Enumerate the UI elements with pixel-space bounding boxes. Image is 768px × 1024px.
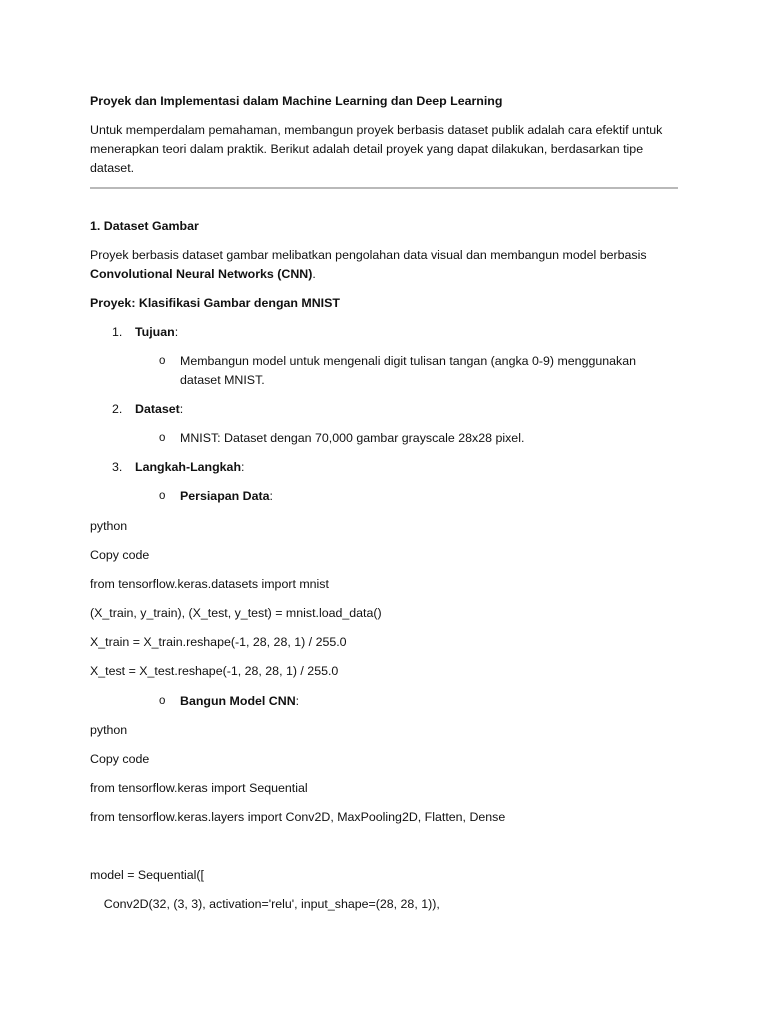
sub-step-suffix: :: [269, 489, 273, 503]
code-line: X_train = X_train.reshape(-1, 28, 28, 1) / 255.0: [90, 635, 347, 649]
sub-step-label: Persiapan Data: [180, 489, 270, 503]
code-line: model = Sequential([: [90, 868, 204, 882]
list-suffix: :: [241, 460, 245, 474]
list-number: 3.: [112, 460, 123, 474]
code-line: python: [90, 723, 128, 737]
list-label: Langkah-Langkah: [135, 460, 242, 474]
bullet-text-line-1: Membangun model untuk mengenali digit tulisan tangan (angka 0-9) menggunakan: [180, 354, 636, 368]
bullet-icon: o: [159, 490, 166, 502]
code-line: Copy code: [90, 548, 150, 562]
code-line: Conv2D(32, (3, 3), activation='relu', input_shape=(28, 28, 1)),: [90, 897, 440, 911]
section-paragraph-line-2: [90, 265, 316, 284]
intro-line-3: dataset.: [90, 161, 135, 175]
bullet-icon: o: [159, 355, 166, 367]
section-heading: 1. Dataset Gambar: [90, 219, 199, 233]
document-page: [90, 0, 690, 1024]
bullet-text-line-1: MNIST: Dataset dengan 70,000 gambar grayscale 28x28 pixel.: [180, 431, 525, 445]
code-line: (X_train, y_train), (X_test, y_test) = mnist.load_data(): [90, 606, 382, 620]
code-line: from tensorflow.keras.layers import Conv2D, MaxPooling2D, Flatten, Dense: [90, 810, 506, 824]
bullet-icon: o: [159, 695, 166, 707]
list-suffix: :: [179, 402, 184, 416]
horizontal-divider: [90, 187, 678, 189]
sub-step-label: Bangun Model CNN: [180, 694, 296, 708]
intro-line-1: Untuk memperdalam pemahaman, membangun proyek berbasis dataset publik adalah cara efektif untuk: [90, 123, 663, 137]
sub-step-suffix: :: [295, 694, 300, 708]
list-number: 1.: [112, 325, 123, 339]
document-title: Proyek dan Implementasi dalam Machine Learning dan Deep Learning: [90, 94, 503, 108]
code-line: Copy code: [90, 752, 150, 766]
intro-line-2: menerapkan teori dalam praktik. Berikut adalah detail proyek yang dapat dilakukan, berdasarkan tipe: [90, 142, 644, 156]
section-paragraph-line-1: Proyek berbasis dataset gambar melibatkan pengolahan data visual dan membangun model berbasis: [90, 248, 647, 262]
period: .: [312, 267, 316, 281]
list-label: Dataset: [135, 402, 180, 416]
list-number: 2.: [112, 402, 123, 416]
project-heading: Proyek: Klasifikasi Gambar dengan MNIST: [90, 296, 340, 310]
code-line: X_test = X_test.reshape(-1, 28, 28, 1) / 255.0: [90, 664, 339, 678]
bullet-icon: o: [159, 432, 166, 444]
list-label: Tujuan: [135, 325, 175, 339]
list-suffix: :: [174, 325, 179, 339]
cnn-term: Convolutional Neural Networks (CNN): [90, 267, 313, 281]
bullet-text-line-2: dataset MNIST.: [180, 373, 265, 387]
code-line: from tensorflow.keras.datasets import mnist: [90, 577, 329, 591]
code-line: python: [90, 519, 128, 533]
code-line: from tensorflow.keras import Sequential: [90, 781, 308, 795]
